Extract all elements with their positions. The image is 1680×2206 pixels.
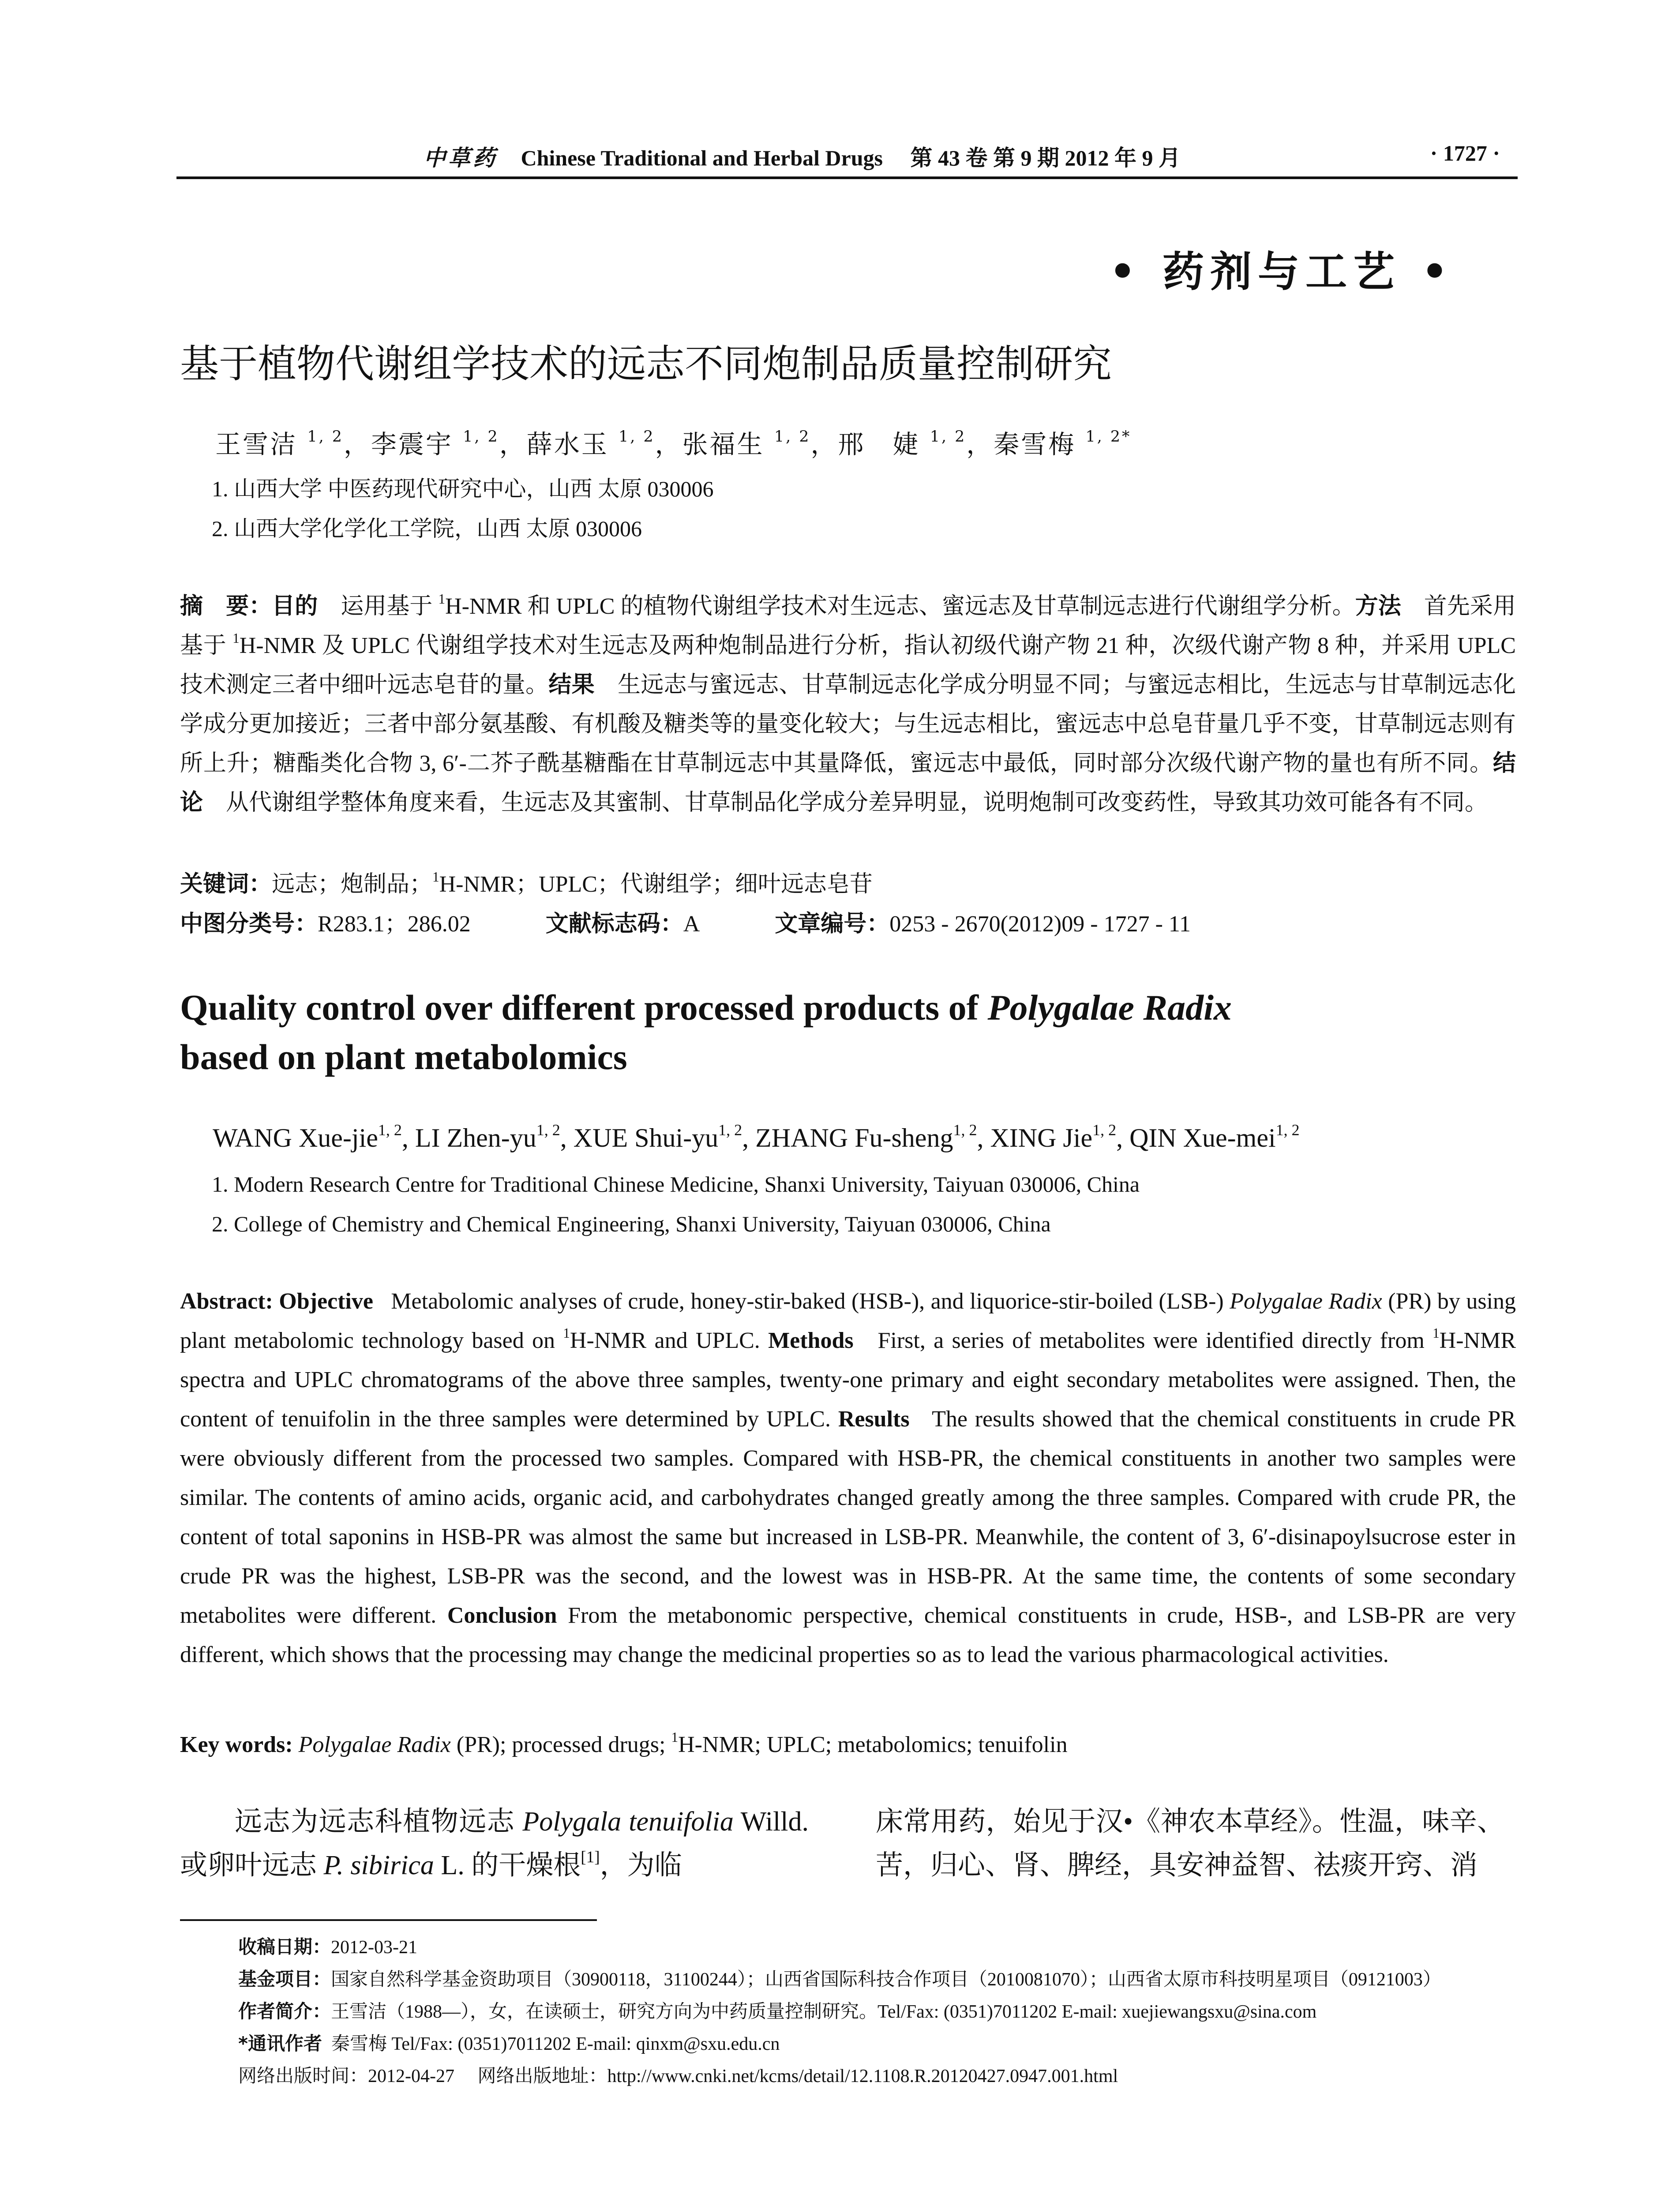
footnote-author: 作者简介：王雪洁（1988—），女，在读硕士，研究方向为中药质量控制研究。Tel/Fax: (0351)7011202 E-mail: xuejiewangsxu@sina.com	[238, 2000, 1317, 2022]
classification-line	[180, 904, 1516, 944]
results-en: The results showed that the chemical constituents in crude PR were obviously different from the processed two samples. Compared with HSB-PR, the chemical constituents in another two samples were similar. The contents of amino acids, organic acid, and carbohydrates changed greatly among the three samples. Compared with crude PR, the content of total saponins in HSB-PR was almost the same but increased in LSB-PR. Meanwhile, the content of 3, 6′-disinapoylsucrose ester in crude PR was the highest, LSB-PR was the second, and the lowest was in HSB-PR. At the same time, the contents of some secondary metabolites were different.	[180, 1407, 1516, 1628]
affiliation-zh-1: 1. 山西大学 中医药现代研究中心，山西 太原 030006	[212, 476, 714, 501]
footnote-corresponding: *通讯作者 秦雪梅 Tel/Fax: (0351)7011202 E-mail: qinxm@sxu.edu.cn	[238, 2033, 780, 2054]
abstract-en-label: Abstract: Objective	[180, 1289, 373, 1314]
online-url-link[interactable]: http://www.cnki.net/kcms/detail/12.1108.R.20120427.0947.001.html	[607, 2066, 1118, 2086]
methods-zh-label: 方法	[1355, 593, 1401, 619]
authors-en: WANG Xue-jie$^{1, 2}$, LI Zhen-yu$^{1, 2}$, XUE Shui-yu$^{1, 2}$, ZHANG Fu-sheng$^{1, 2}$, XING Jie$^{1, 2}$, QIN Xue-mei$^{1, 2}$	[213, 1121, 1300, 1152]
journal-name	[424, 140, 1181, 172]
results-zh-label: 结果	[548, 672, 595, 698]
doc-code-value: A	[683, 912, 700, 937]
conclusion-zh-label: 结论	[180, 750, 1516, 816]
affiliation-zh-2: 2. 山西大学化学化工学院，山西 太原 030006	[212, 516, 642, 541]
abstract-en: Abstract: Objective Metabolomic analyses of crude, honey-stir-baked (HSB-), and liquorice-stir-boiled (LSB-) Polygalae Radix (PR) by using plant metabolomic technology based on $^1$H-NMR and UPLC. Methods First, a series of metabolites were identified directly from $^1$H-NMR spectra and UPLC chromatograms of the above three samples, twenty-one primary and eight secondary metabolites were assigned. Then, the content of tenuifolin in the three samples were determined by UPLC. Results The results showed that the chemical constituents in crude PR were obviously different from the processed two samples. Compared with HSB-PR, the chemical constituents in another two samples were similar. The contents of amino acids, organic acid, and carbohydrates changed greatly among the three samples. Compared with crude PR, the content of total saponins in HSB-PR was almost the same but increased in LSB-PR. Meanwhile, the content of 3, 6′-disinapoylsucrose ester in crude PR was the highest, LSB-PR was the second, and the lowest was in HSB-PR. At the same time, the contents of some secondary metabolites were different. Conclusion From the metabonomic perspective, chemical constituents in crude, HSB-, and LSB-PR are very different, which shows that the processing may change the medicinal properties so as to lead the various pharmacological activities.	[180, 1289, 1516, 1667]
footnote-rule	[180, 1919, 597, 1921]
clc-label: 中图分类号：	[180, 911, 318, 937]
title-en: Quality control over different processed products of Polygalae Radix based on plant metabolomics	[180, 987, 1232, 1077]
article-no-value: 0253 - 2670(2012)09 - 1727 - 11	[889, 912, 1191, 937]
results-zh: 生远志与蜜远志、甘草制远志化学成分明显不同；与蜜远志相比，生远志与甘草制远志化学成分更加接近；三者中部分氨基酸、有机酸及糖类等的量变化较大；与生远志相比，蜜远志中总皂苷量几乎不变，甘草制远志则有所上升；糖酯类化合物 3, 6′-二芥子酰基糖酯在甘草制远志中其量降低，蜜远志中最低，同时部分次级代谢产物的量也有所不同。	[180, 672, 1516, 776]
header-rule	[176, 176, 1518, 179]
keywords-zh-label: 关键词：	[180, 871, 272, 897]
footnote-received: 收稿日期：2012-03-21	[238, 1936, 417, 1958]
clc-value: R283.1；286.02	[318, 912, 471, 937]
running-header	[176, 140, 1518, 176]
keywords-en-label: Key words:	[180, 1732, 293, 1757]
journal-name-zh: 中草药	[424, 145, 498, 171]
page-number: · 1727 ·	[1430, 141, 1500, 165]
body-column-left: 远志为远志科植物远志 Polygala tenuifolia Willd. 或卵叶远志 P. sibirica L. 的干燥根[1]，为临	[180, 1807, 809, 1880]
methods-en-label: Methods	[768, 1328, 854, 1353]
results-en-label: Results	[838, 1407, 910, 1432]
issue-info: 第 43 卷 第 9 期 2012 年 9 月	[910, 146, 1181, 170]
conclusion-zh: 从代谢组学整体角度来看，生远志及其蜜制、甘草制品化学成分差异明显，说明炮制可改变药性，导致其功效可能各有不同。	[226, 790, 1488, 815]
article-no-label: 文章编号：	[775, 911, 890, 937]
section-tag: • 药剂与工艺 •	[1109, 248, 1454, 296]
authors-zh: 王雪洁 $^{1, 2}$，李震宇 $^{1, 2}$，薛水玉 $^{1, 2}$，张福生 $^{1, 2}$，邢 婕 $^{1, 2}$，秦雪梅 $^{1, 2*}$	[215, 428, 1132, 459]
journal-name-en: Chinese Traditional and Herbal Drugs	[521, 146, 883, 170]
body-column-right: 床常用药，始见于汉•《神农本草经》。性温，味辛、苦，归心、肾、脾经，具安神益智、祛痰开窍、消	[876, 1807, 1504, 1880]
affiliation-en-2: 2. College of Chemistry and Chemical Engineering, Shanxi University, Taiyuan 030006, China	[212, 1212, 1051, 1236]
abstract-zh: 摘 要：目的 运用基于 $^1$H-NMR 和 UPLC 的植物代谢组学技术对生远志、蜜远志及甘草制远志进行代谢组学分析。方法 首先采用基于 $^1$H-NMR 及 UPLC 代谢组学技术对生远志及两种炮制品进行分析，指认初级代谢产物 21 种，次级代谢产物 8 种，并采用 UPLC 技术测定三者中细叶远志皂苷的量。结果 生远志与蜜远志、甘草制远志化学成分明显不同；与蜜远志相比，生远志与甘草制远志化学成分更加接近；三者中部分氨基酸、有机酸及糖类等的量变化较大；与生远志相比，蜜远志中总皂苷量几乎不变，甘草制远志则有所上升；糖酯类化合物 3, 6′-二芥子酰基糖酯在甘草制远志中其量降低，蜜远志中最低，同时部分次级代谢产物的量也有所不同。结论 从代谢组学整体角度来看，生远志及其蜜制、甘草制品化学成分差异明显，说明炮制可改变药性，导致其功效可能各有不同。	[180, 591, 1516, 816]
conclusion-en: From the metabonomic perspective, chemical constituents in crude, HSB-, and LSB-PR are very different, which shows that the processing may change the medicinal properties so as to lead the various pharmacological activities.	[180, 1603, 1516, 1667]
doc-code-label: 文献标志码：	[545, 911, 683, 937]
title-zh: 基于植物代谢组学技术的远志不同炮制品质量控制研究	[180, 341, 1112, 386]
affiliation-en-1: 1. Modern Research Centre for Traditional Chinese Medicine, Shanxi University, Taiyuan 030006, China	[212, 1172, 1140, 1197]
keywords-zh: 关键词：远志；炮制品；$^1$H-NMR；UPLC；代谢组学；细叶远志皂苷	[180, 869, 873, 897]
keywords-en: Key words: Polygalae Radix (PR); processed drugs; $^1$H-NMR; UPLC; metabolomics; tenuifolin	[180, 1730, 1068, 1757]
footnote-fund: 基金项目：国家自然科学基金资助项目（30900118，31100244）；山西省国际科技合作项目（2010081070）；山西省太原市科技明星项目（09121003）	[238, 1968, 1441, 1990]
footnote-online: 网络出版时间：2012-04-27 网络出版地址：http://www.cnki.net/kcms/detail/12.1108.R.20120427.0947.001.html	[238, 2066, 1118, 2086]
conclusion-en-label: Conclusion	[447, 1603, 557, 1628]
abstract-zh-label: 摘 要：目的	[180, 593, 318, 619]
